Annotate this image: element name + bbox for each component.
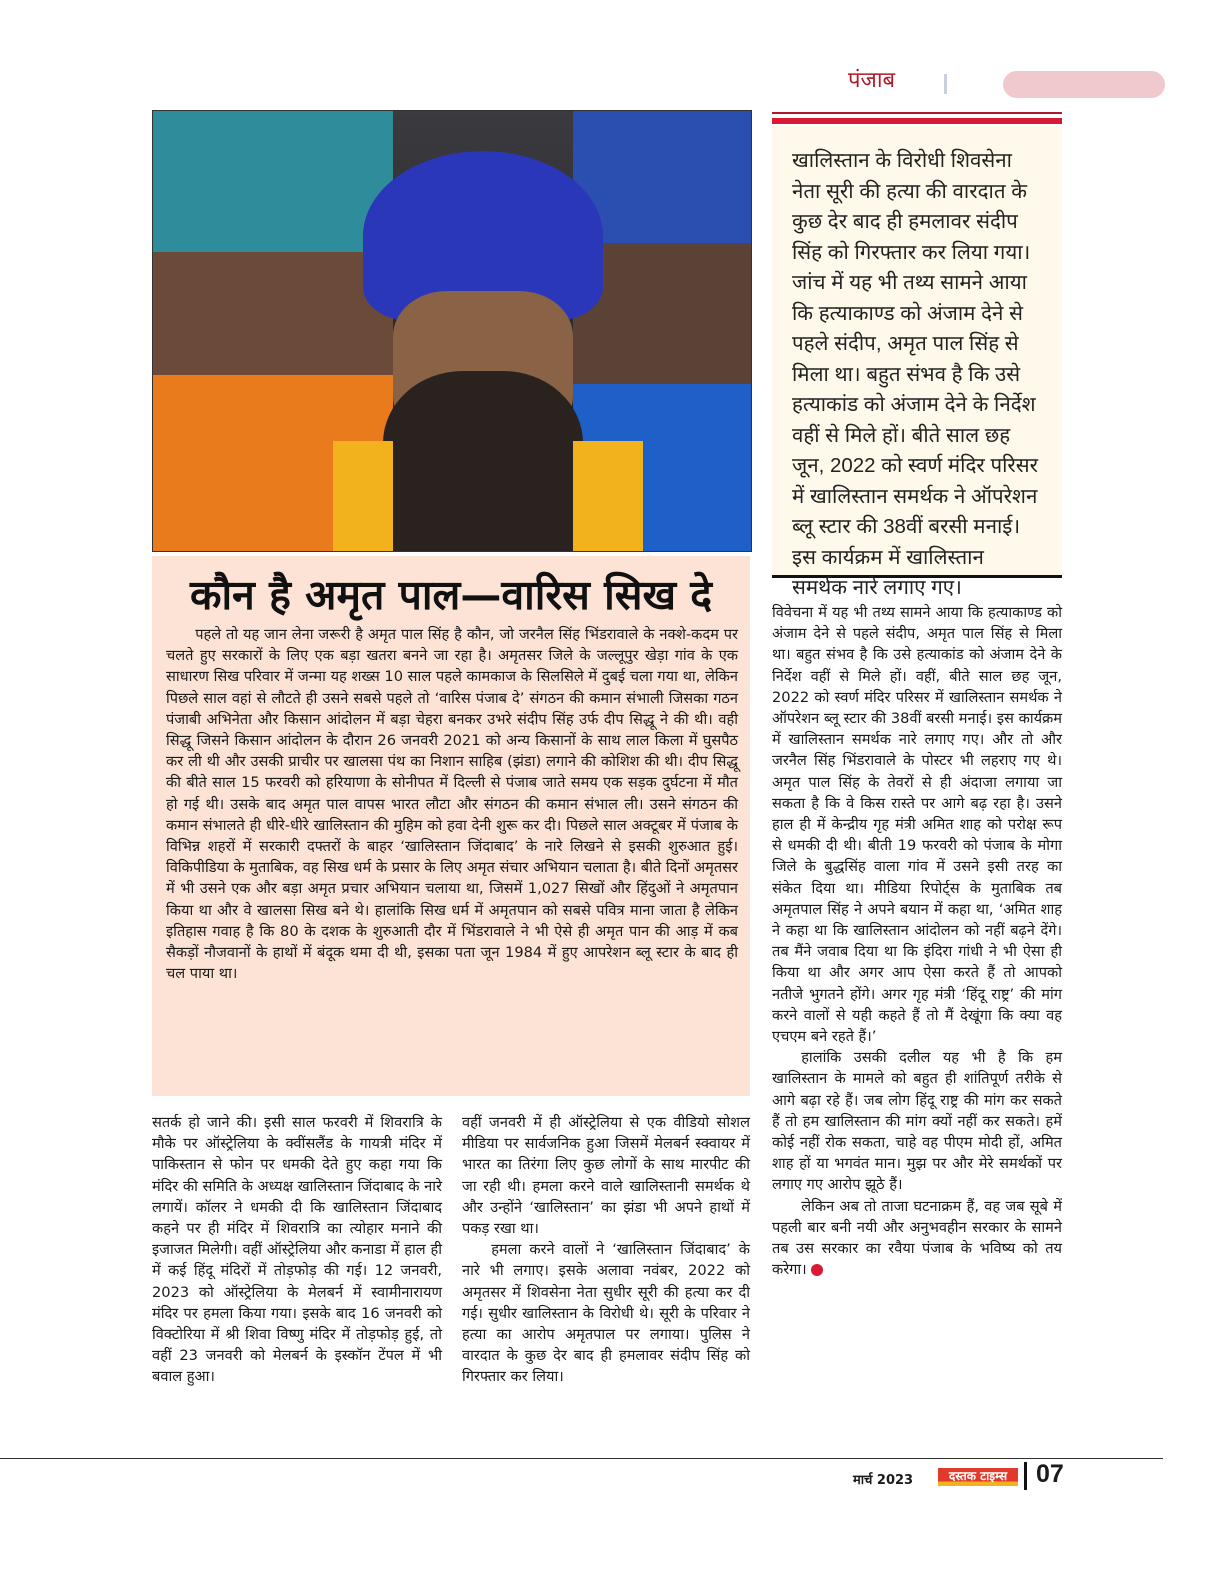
- page-number-divider: [1024, 1462, 1027, 1490]
- article-photo: [152, 110, 752, 552]
- article-intro: [166, 624, 738, 984]
- rule-thin: [772, 112, 1062, 114]
- pull-quote: [772, 126, 1062, 599]
- photo-scarf-left: [333, 441, 393, 551]
- paragraph: वहीं जनवरी में ही ऑस्ट्रेलिया से एक वीडियो सोशल मीडिया पर सार्वजनिक हुआ जिसमें मेलबर्न स्क्वायर में भारत का तिरंगा लिए कुछ लोगों के साथ मारपीट की जा रही थी। हमला करने वाले खालिस्तानी समर्थक थे और उन्होंने ‘खालिस्तान’ का झंडा भी अपने हाथों में पकड़ रखा था।: [462, 1114, 750, 1238]
- pull-quote-text: खालिस्तान के विरोधी शिवसेना नेता सूरी की हत्या की वारदात के कुछ देर बाद ही हमलावर संदीप सिंह को गिरफ्तार कर लिया गया। जांच में यह भी तथ्य सामने आया कि हत्याकाण्ड को अंजाम देने से पहले संदीप, अमृत पाल सिंह से मिला था। बहुत संभव है कि उसे हत्याकांड को अंजाम देने के निर्देश वहीं से मिले हों। बीते साल छह जून, 2022 को स्वर्ण मंदिर परिसर में खालिस्तान समर्थक ने ऑपरेशन ब्लू स्टार की 38वीं बरसी मनाई। इस कार्यक्रम में खालिस्तान समर्थक नारे लगाए गए।: [792, 149, 1039, 599]
- issue-month: मार्च 2023: [853, 1473, 914, 1488]
- photo-scarf-right: [573, 441, 643, 551]
- page-number: 07: [1036, 1460, 1064, 1488]
- paragraph: हमला करने वालों ने ‘खालिस्तान जिंदाबाद’ के नारे भी लगाए। इसके अलावा नवंबर, 2022 को अमृतसर में शिवसेना नेता सुधीर सूरी की हत्या कर दी गई। सुधीर खालिस्तान के विरोधी थे। सूरी के परिवार ने हत्या का आरोप अमृतपाल पर लगाया। पुलिस ने वारदात के कुछ देर बाद ही हमलावर संदीप सिंह को गिरफ्तार कर लिया।: [462, 1241, 750, 1386]
- paragraph: विवेचना में यह भी तथ्य सामने आया कि हत्याकाण्ड को अंजाम देने से पहले संदीप, अमृत पाल सिंह से मिला था। बहुत संभव है कि उसे हत्याकांड को अंजाम देने के निर्देश वहीं से मिले हों। वहीं, बीते साल छह जून, 2022 को स्वर्ण मंदिर परिसर में खालिस्तान समर्थक ने ऑपरेशन ब्लू स्टार की 38वीं बरसी मनाई। इस कार्यक्रम में खालिस्तान समर्थक नारे लगाए गए। और तो और जरनैल सिंह भिंडरावाले के पोस्टर भी लहराए गए थे। अमृत पाल सिंह के तेवरों से ही अंदाजा लगाया जा सकता है कि वे किस रास्ते पर आगे बढ़ रहा है। उसने हाल ही में केन्द्रीय गृह मंत्री अमित शाह को परोक्ष रूप से धमकी दी थी। बीती 19 फरवरी को पंजाब के मोगा जिले के बुद्धसिंह वाला गांव में उसने इसी तरह का संकेत दिया था। मीडिया रिपोर्ट्स के मुताबिक तब अमृतपाल सिंह ने अपने बयान में कहा था, ‘अमित शाह ने कहा था कि खालिस्तान आंदोलन को नहीं बढ़ने देंगे। तब मैंने जवाब दिया था कि इंदिरा गांधी ने भी ऐसा ही किया था और अगर आप ऐसा करते हैं तो आपको नतीजे भुगतने होंगे। अगर गृह मंत्री ‘हिंदू राष्ट्र’ की मांग करने वालों से यही कहते हैं तो मैं देखूंगा कि क्या वह एचएम बने रहते हैं।’: [772, 604, 1062, 1046]
- paragraph-text: लेकिन अब तो ताजा घटनाक्रम हैं, वह जब सूबे में पहली बार बनी नयी और अनुभवहीन सरकार के सामने तब उस सरकार का रवैया पंजाब के भविष्य को तय करेगा।: [772, 1197, 1062, 1279]
- header-divider: [944, 74, 947, 94]
- photo-beard: [383, 371, 583, 551]
- paragraph: सतर्क हो जाने की। इसी साल फरवरी में शिवरात्रि के मौके पर ऑस्ट्रेलिया के क्वींसलैंड के गायत्री मंदिर में पाकिस्तान से फोन पर धमकी देते हुए कहा गया कि मंदिर की समिति के अध्यक्ष खालिस्तान जिंदाबाद के नारे लगायें। कॉलर ने धमकी दी कि खालिस्तान जिंदाबाद कहने पर ही मंदिर में शिवरात्रि का त्योहार मनाने की इजाजत मिलेगी। वहीं ऑस्ट्रेलिया और कनाडा में हाल ही में कई हिंदू मंदिरों में तोड़फोड़ की गई। 12 जनवरी, 2023 को ऑस्ट्रेलिया के मेलबर्न में स्वामीनारायण मंदिर पर हमला किया गया। इसके बाद 16 जनवरी को विक्टोरिया में श्री शिवा विष्णु मंदिर में तोड़फोड़ हुई, तो वहीं 23 जनवरी को मेलबर्न के इस्कॉन टेंपल में भी बवाल हुआ।: [152, 1114, 442, 1386]
- article-box: [152, 556, 750, 1096]
- section-label: पंजाब: [848, 68, 896, 93]
- end-mark-icon: [811, 1264, 823, 1276]
- intro-paragraph: पहले तो यह जान लेना जरूरी है अमृत पाल सिंह है कौन, जो जरनैल सिंह भिंडरावाले के नक्शे-कदम पर चलते हुए सरकारों के लिए एक बड़ा खतरा बनने जा रहा है। अमृतसर जिले के जल्लूपुर खेड़ा गांव के एक साधारण सिख परिवार में जन्मा यह शख्स 10 साल पहले कामकाज के सिलसिले में दुबई चला गया था, लेकिन पिछले साल वहां से लौटते ही उसने सबसे पहले तो ‘वारिस पंजाब दे’ संगठन की कमान संभाली जिसका गठन पंजाबी अभिनेता और किसान आंदोलन में बड़ा चेहरा बनकर उभरे संदीप सिंह उर्फ दीप सिद्धू ने की थी। वही सिद्धू जिसने किसान आंदोलन के दौरान 26 जनवरी 2021 को अन्य किसानों के साथ लाल किला में घुसपैठ कर ली थी और उसकी प्राचीर पर खालसा पंथ का निशान साहिब (झंडा) लगाने की कोशिश की थी। दीप सिद्धू की बीते साल 15 फरवरी को हरियाणा के सोनीपत में दिल्ली से पंजाब जाते समय एक सड़क दुर्घटना में मौत हो गई थी। उसके बाद अमृत पाल वापस भारत लौटा और संगठन की कमान संभाल ली। उसने संगठन की कमान संभालते ही धीरे-धीरे खालिस्तान की मुहिम को हवा देनी शुरू कर दी। पिछले साल अक्टूबर में पंजाब के विभिन्न शहरों में सरकारी दफ्तरों के बाहर ‘खालिस्तान जिंदाबाद’ के नारे लिखने से इसकी शुरुआत हुई। विकिपीडिया के मुताबिक, वह सिख धर्म के प्रसार के लिए अमृत संचार अभियान चलाता है। बीते दिनों अमृतसर में भी उसने एक और बड़ा अमृत प्रचार अभियान चलाया था, जिसमें 1,027 सिखों और हिंदुओं ने अमृतपान किया था और वे खालसा सिख बने थे। हालांकि सिख धर्म में अमृतपान को सबसे पवित्र माना जाता है लेकिन इतिहास गवाह है कि 80 के दशक के शुरुआती दौर में भिंडरावाले ने भी ऐसे ही अमृत पान की आड़ में कब सैकड़ों नौजवानों के हाथों में बंदूक थमा दी थी, इसका पता जून 1984 में हुए आपरेशन ब्लू स्टार के बाद ही चल पाया था।: [166, 626, 738, 983]
- column-2: [462, 1112, 750, 1388]
- column-1: [152, 1112, 442, 1388]
- magazine-logo: दस्तक टाइम्स: [938, 1468, 1018, 1486]
- paragraph: हालांकि उसकी दलील यह भी है कि हम खालिस्तान के मामले को बहुत ही शांतिपूर्ण तरीके से आगे बढ़ा रहे हैं। जब लोग हिंदू राष्ट्र की मांग कर सकते हैं तो हम खालिस्तान की मांग क्यों नहीं कर सकते। हमें कोई नहीं रोक सकता, चाहे वह पीएम मोदी हों, अमित शाह हों या भगवंत मान। मुझ पर और मेरे समर्थकों पर लगाए गए आरोप झूठे हैं।: [772, 1049, 1062, 1194]
- headline: कौन है अमृत पाल—वारिस सिख दे: [189, 571, 713, 619]
- header-pill-decoration: [1003, 71, 1165, 98]
- rule-thick: [772, 118, 1062, 124]
- footer-rule: [0, 1458, 1163, 1459]
- paragraph: [772, 1196, 1062, 1281]
- column-3: [772, 602, 1062, 1281]
